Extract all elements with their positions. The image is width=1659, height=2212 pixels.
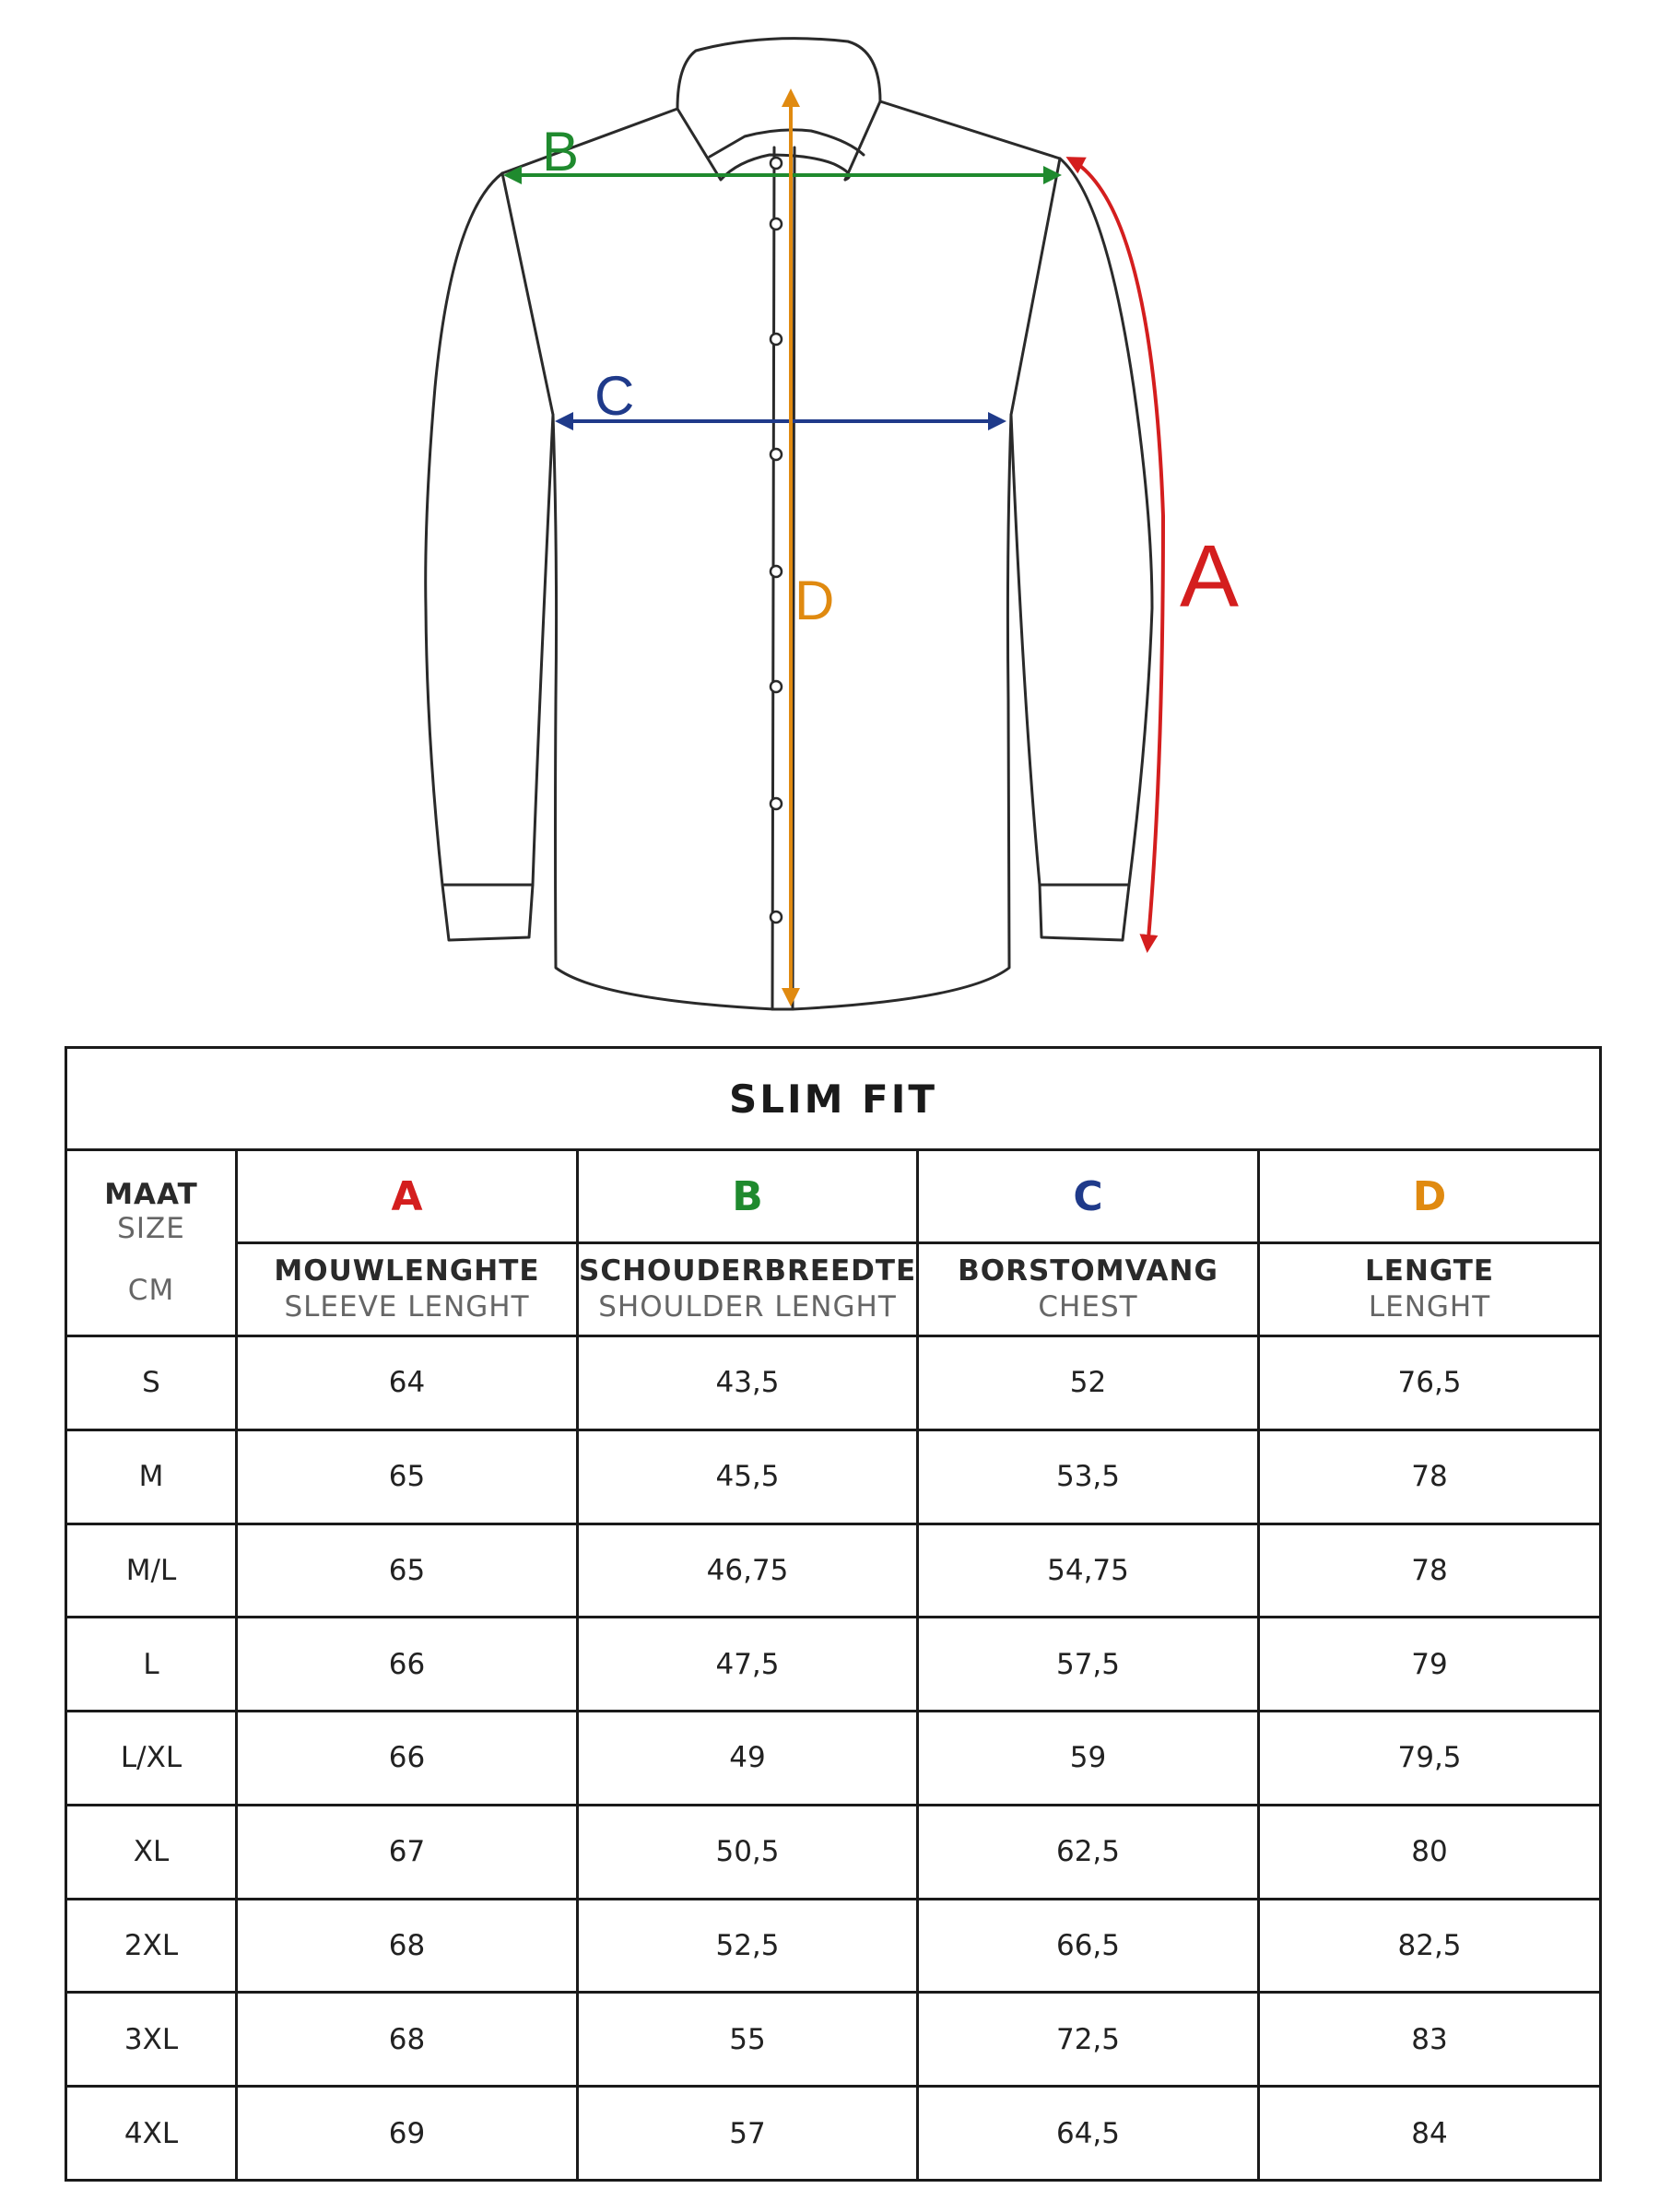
value-cell: 50,5 bbox=[578, 1805, 918, 1899]
value-cell: 67 bbox=[237, 1805, 578, 1899]
size-table bbox=[65, 1046, 1602, 2182]
table-row bbox=[66, 2087, 1601, 2181]
label-d: D bbox=[794, 570, 835, 631]
table-title: SLIM FIT bbox=[66, 1048, 1601, 1150]
value-cell: 83 bbox=[1259, 1993, 1601, 2087]
value-cell: 82,5 bbox=[1259, 1899, 1601, 1993]
value-cell: 72,5 bbox=[918, 1993, 1259, 2087]
column-name-row bbox=[66, 1243, 1601, 1336]
column-name-a bbox=[237, 1243, 578, 1336]
value-cell: 66 bbox=[237, 1712, 578, 1806]
table-row bbox=[66, 1524, 1601, 1618]
size-cell: 3XL bbox=[66, 1993, 237, 2087]
column-name-nl: BORSTOMVANG bbox=[958, 1254, 1218, 1288]
table-row bbox=[66, 1618, 1601, 1712]
value-cell: 79,5 bbox=[1259, 1712, 1601, 1806]
value-cell: 69 bbox=[237, 2087, 578, 2181]
value-cell: 43,5 bbox=[578, 1336, 918, 1430]
column-name-b bbox=[578, 1243, 918, 1336]
column-name-nl: SCHOUDERBREEDTE bbox=[579, 1254, 917, 1288]
title-row bbox=[66, 1048, 1601, 1150]
value-cell: 65 bbox=[237, 1524, 578, 1618]
value-cell: 49 bbox=[578, 1712, 918, 1806]
value-cell: 45,5 bbox=[578, 1430, 918, 1524]
value-cell: 84 bbox=[1259, 2087, 1601, 2181]
shirt-outline bbox=[426, 39, 1152, 1009]
table-row bbox=[66, 1430, 1601, 1524]
size-cell: XL bbox=[66, 1805, 237, 1899]
table-row bbox=[66, 1712, 1601, 1806]
value-cell: 62,5 bbox=[918, 1805, 1259, 1899]
label-a: A bbox=[1180, 527, 1240, 626]
value-cell: 68 bbox=[237, 1899, 578, 1993]
column-letter-b: B bbox=[578, 1150, 918, 1243]
size-cell: S bbox=[66, 1336, 237, 1430]
size-cell: M bbox=[66, 1430, 237, 1524]
column-name-nl: MOUWLENGHTE bbox=[274, 1254, 540, 1288]
column-name-c bbox=[918, 1243, 1259, 1336]
label-b: B bbox=[542, 121, 580, 182]
value-cell: 80 bbox=[1259, 1805, 1601, 1899]
label-c: C bbox=[594, 365, 635, 427]
size-cell: 2XL bbox=[66, 1899, 237, 1993]
size-cell: L/XL bbox=[66, 1712, 237, 1806]
table-row bbox=[66, 1336, 1601, 1430]
unit-label: CM bbox=[127, 1274, 175, 1308]
value-cell: 66 bbox=[237, 1618, 578, 1712]
column-letter-c: C bbox=[918, 1150, 1259, 1243]
column-name-d bbox=[1259, 1243, 1601, 1336]
value-cell: 52 bbox=[918, 1336, 1259, 1430]
size-cell: M/L bbox=[66, 1524, 237, 1618]
size-cell: L bbox=[66, 1618, 237, 1712]
value-cell: 57 bbox=[578, 2087, 918, 2181]
size-header-en: SIZE bbox=[117, 1211, 185, 1245]
value-cell: 47,5 bbox=[578, 1618, 918, 1712]
size-cell: 4XL bbox=[66, 2087, 237, 2181]
sleeve-length-arrow bbox=[1069, 159, 1163, 949]
value-cell: 66,5 bbox=[918, 1899, 1259, 1993]
table-row bbox=[66, 1993, 1601, 2087]
value-cell: 64,5 bbox=[918, 2087, 1259, 2181]
size-header-nl: MAAT bbox=[104, 1177, 198, 1211]
table-row bbox=[66, 1805, 1601, 1899]
value-cell: 65 bbox=[237, 1430, 578, 1524]
column-letter-d: D bbox=[1259, 1150, 1601, 1243]
value-cell: 54,75 bbox=[918, 1524, 1259, 1618]
value-cell: 59 bbox=[918, 1712, 1259, 1806]
column-name-en: SHOULDER LENGHT bbox=[598, 1290, 897, 1324]
column-name-en: LENGHT bbox=[1368, 1290, 1491, 1324]
column-name-en: CHEST bbox=[1038, 1290, 1138, 1324]
value-cell: 68 bbox=[237, 1993, 578, 2087]
value-cell: 64 bbox=[237, 1336, 578, 1430]
value-cell: 78 bbox=[1259, 1430, 1601, 1524]
column-name-en: SLEEVE LENGHT bbox=[284, 1290, 530, 1324]
value-cell: 55 bbox=[578, 1993, 918, 2087]
table-row bbox=[66, 1899, 1601, 1993]
value-cell: 76,5 bbox=[1259, 1336, 1601, 1430]
column-name-nl: LENGTE bbox=[1364, 1254, 1495, 1288]
value-cell: 52,5 bbox=[578, 1899, 918, 1993]
letter-row bbox=[66, 1150, 1601, 1243]
value-cell: 53,5 bbox=[918, 1430, 1259, 1524]
value-cell: 57,5 bbox=[918, 1618, 1259, 1712]
shirt-diagram bbox=[0, 0, 1659, 1023]
value-cell: 79 bbox=[1259, 1618, 1601, 1712]
column-letter-a: A bbox=[237, 1150, 578, 1243]
value-cell: 46,75 bbox=[578, 1524, 918, 1618]
value-cell: 78 bbox=[1259, 1524, 1601, 1618]
size-header bbox=[66, 1150, 237, 1336]
